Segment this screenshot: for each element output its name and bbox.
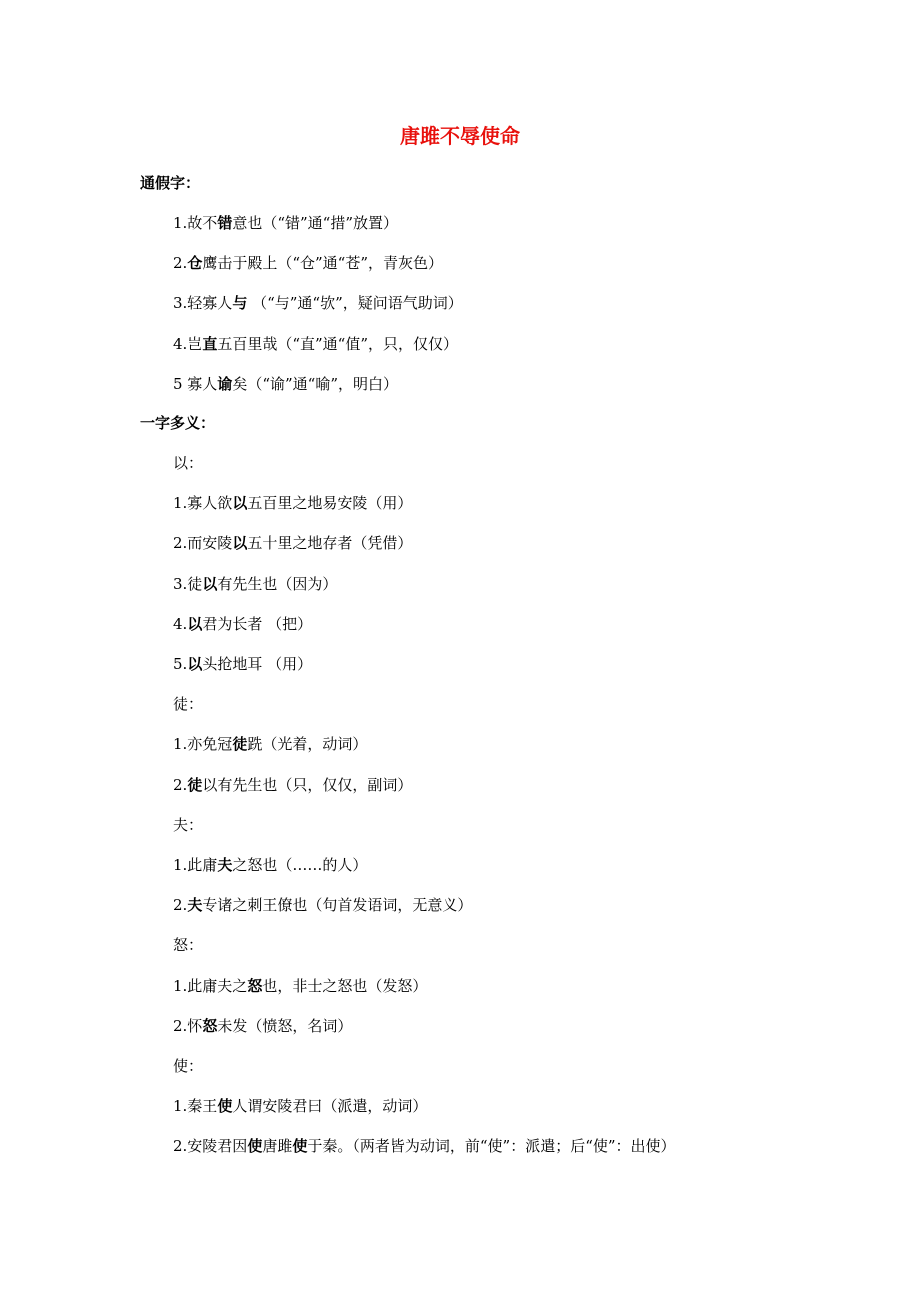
text-run: 2.安陵君因 [173, 1137, 248, 1156]
highlighted-word: 怒 [247, 976, 263, 995]
list-item [173, 613, 312, 634]
highlighted-word: 错 [217, 214, 233, 232]
highlighted-word: 直 [202, 334, 218, 353]
highlighted-word: 谕 [217, 374, 233, 393]
text-run: 夫： [173, 815, 204, 834]
text-run: 1.亦免冠 [173, 735, 233, 754]
list-item [173, 1055, 203, 1076]
highlighted-word: 夫 [187, 896, 203, 915]
text-run: 2. [173, 254, 188, 273]
text-run: 4.岂 [173, 334, 203, 353]
list-item [173, 492, 412, 513]
highlighted-word: 夫 [217, 856, 233, 874]
highlighted-word: 以 [187, 655, 203, 673]
text-run: 之怒也（……的人） [232, 856, 368, 874]
highlighted-word: 以 [232, 494, 248, 513]
text-run: 以有先生也（只，仅仅，副词） [202, 775, 413, 794]
list-item [173, 854, 367, 875]
text-run: 3.轻寡人 [173, 294, 233, 313]
section-heading: 通假字： [140, 174, 201, 192]
list-item [173, 573, 337, 594]
text-run: 矣（“谕”通“喻”，明白） [232, 374, 399, 393]
text-run: 头抢地耳 （用） [202, 655, 313, 673]
list-item [173, 373, 398, 394]
highlighted-word: 使 [292, 1137, 308, 1156]
text-run: 也，非士之怒也（发怒） [262, 976, 428, 995]
text-run: 3.徒 [173, 574, 203, 593]
list-item [173, 1095, 427, 1116]
text-run: 徒： [173, 695, 204, 714]
text-run: 1.寡人欲 [173, 494, 233, 513]
text-run: 唐雎 [262, 1137, 293, 1156]
list-item [173, 733, 367, 754]
highlighted-word: 使 [217, 1097, 233, 1116]
text-run: 专诸之刺王僚也（句首发语词，无意义） [202, 896, 473, 915]
text-run: 意也（“错”通“措”放置） [232, 214, 399, 232]
list-item [173, 934, 203, 955]
highlighted-word: 使 [247, 1137, 263, 1156]
text-run: 4. [173, 614, 188, 633]
highlighted-word: 以 [202, 574, 218, 593]
text-run: 鹰击于殿上（“仓”通“苍”，青灰色） [202, 254, 444, 273]
highlighted-word: 徒 [187, 775, 203, 794]
highlighted-word: 以 [187, 614, 203, 633]
text-run: 5. [173, 655, 188, 673]
text-run: 怒： [173, 936, 204, 955]
list-item [173, 1015, 352, 1036]
list-item [173, 975, 427, 996]
text-run: 人谓安陵君曰（派遣，动词） [232, 1097, 428, 1116]
highlighted-word: 与 [232, 294, 248, 313]
text-run: 5 寡人 [173, 374, 218, 393]
list-item [173, 452, 203, 473]
list-item [173, 894, 472, 915]
text-run: 于秦。（两者皆为动词，前“使”：派遣；后“使”：出使） [307, 1137, 676, 1156]
text-run: 1.此庸夫之 [173, 976, 248, 995]
text-run: 1.秦王 [173, 1097, 218, 1116]
text-run: 1.此庸 [173, 856, 218, 874]
list-item [173, 333, 458, 354]
section-heading: 一字多义： [140, 414, 216, 432]
text-run: 2.而安陵 [173, 534, 233, 553]
text-run: 2. [173, 896, 188, 915]
list-item [173, 774, 412, 795]
list-item [173, 1135, 676, 1156]
highlighted-word: 仓 [187, 254, 203, 273]
text-run: 君为长者 （把） [202, 614, 313, 633]
list-item [173, 212, 398, 233]
text-run: 五十里之地存者（凭借） [247, 534, 413, 553]
text-run: 2. [173, 775, 188, 794]
text-run: 2.怀 [173, 1016, 203, 1035]
list-item [173, 292, 463, 313]
text-run: 五百里之地易安陵（用） [247, 494, 413, 513]
list-item [173, 653, 312, 674]
text-run: 使： [173, 1057, 204, 1075]
list-item [173, 814, 203, 835]
highlighted-word: 徒 [232, 735, 248, 754]
text-run: 1.故不 [173, 214, 218, 232]
list-item [173, 693, 203, 714]
highlighted-word: 以 [232, 534, 248, 553]
text-run: 五百里哉（“直”通“值”，只，仅仅） [217, 334, 459, 353]
text-run: （“与”通“欤”，疑问语气助词） [247, 294, 463, 313]
text-run: 以： [173, 454, 204, 472]
list-item [173, 532, 412, 553]
text-run: 有先生也（因为） [217, 574, 338, 593]
text-run: 未发（愤怒，名词） [217, 1016, 353, 1035]
page-title: 唐雎不辱使命 [400, 124, 520, 148]
highlighted-word: 怒 [202, 1016, 218, 1035]
list-item [173, 252, 443, 273]
text-run: 跣（光着，动词） [247, 735, 368, 754]
